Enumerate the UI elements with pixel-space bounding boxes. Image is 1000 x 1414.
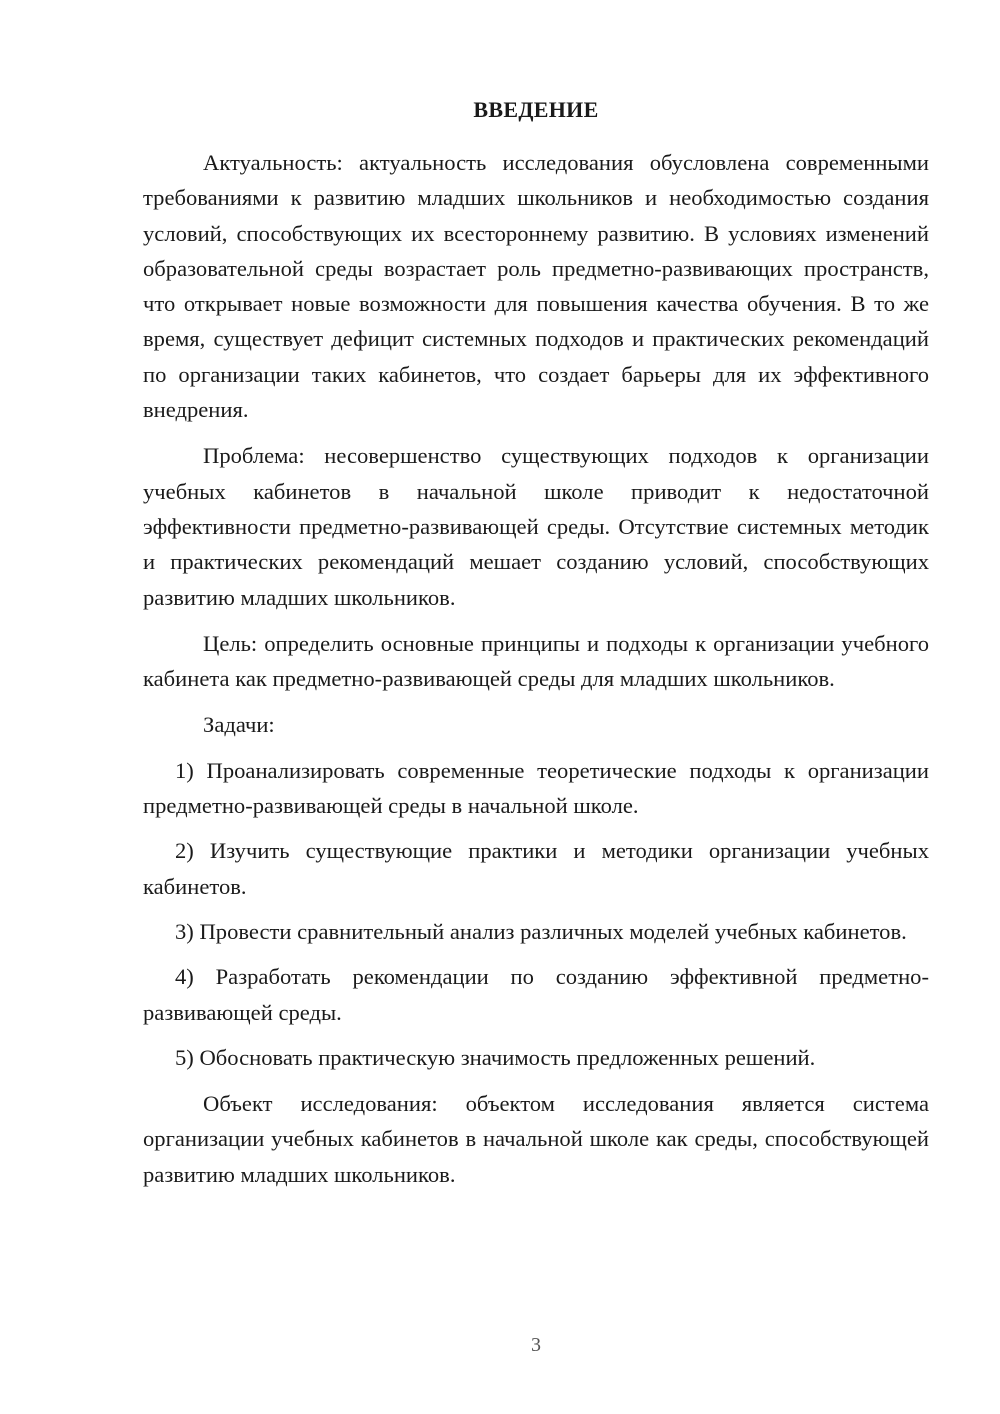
list-item: 4) Разработать рекомендации по созданию эффективной предметно-развивающей среды. (143, 964, 929, 1025)
goal-paragraph: Цель: определить основные принципы и подходы к организации учебного кабинета как предметно-развивающей среды для младших школьников. (143, 630, 929, 692)
tasks-heading: Задачи: (203, 712, 275, 738)
object-paragraph: Объект исследования: объектом исследования является система организации учебных кабинетов в начальной школе как среды, способствующей развитию младших школьников. (143, 1091, 929, 1187)
relevance-paragraph: Актуальность: актуальность исследования обусловлена современными требованиями к развитию младших школьников и необходимостью создания условий, способствующих их всестороннему развитию. В условиях изменений образовательной среды возрастает роль предметно-развивающих пространств, что открывает новые возможности для повышения качества обучения. В то же время, существует дефицит системных подходов и практических рекомендаций по организации таких кабинетов, что создает барьеры для их эффективного внедрения. (143, 150, 929, 423)
tasks-list (143, 753, 929, 1075)
list-item: 1) Проанализировать современные теоретические подходы к организации предметно-развивающей среды в начальной школе. (143, 757, 929, 819)
document-page (143, 95, 929, 1192)
list-item: 3) Провести сравнительный анализ различных моделей учебных кабинетов. (175, 918, 907, 944)
page-title: ВВЕДЕНИЕ (473, 97, 599, 122)
page-number: 3 (531, 1334, 541, 1356)
list-item: 5) Обосновать практическую значимость предложенных решений. (175, 1044, 816, 1070)
list-item: 2) Изучить существующие практики и методики организации учебных кабинетов. (143, 838, 929, 899)
problem-paragraph: Проблема: несовершенство существующих подходов к организации учебных кабинетов в начальной школе приводит к недостаточной эффективности предметно-развивающей среды. Отсутствие системных методик и практических рекомендаций мешает созданию условий, способствующих развитию младших школьников. (143, 443, 929, 610)
